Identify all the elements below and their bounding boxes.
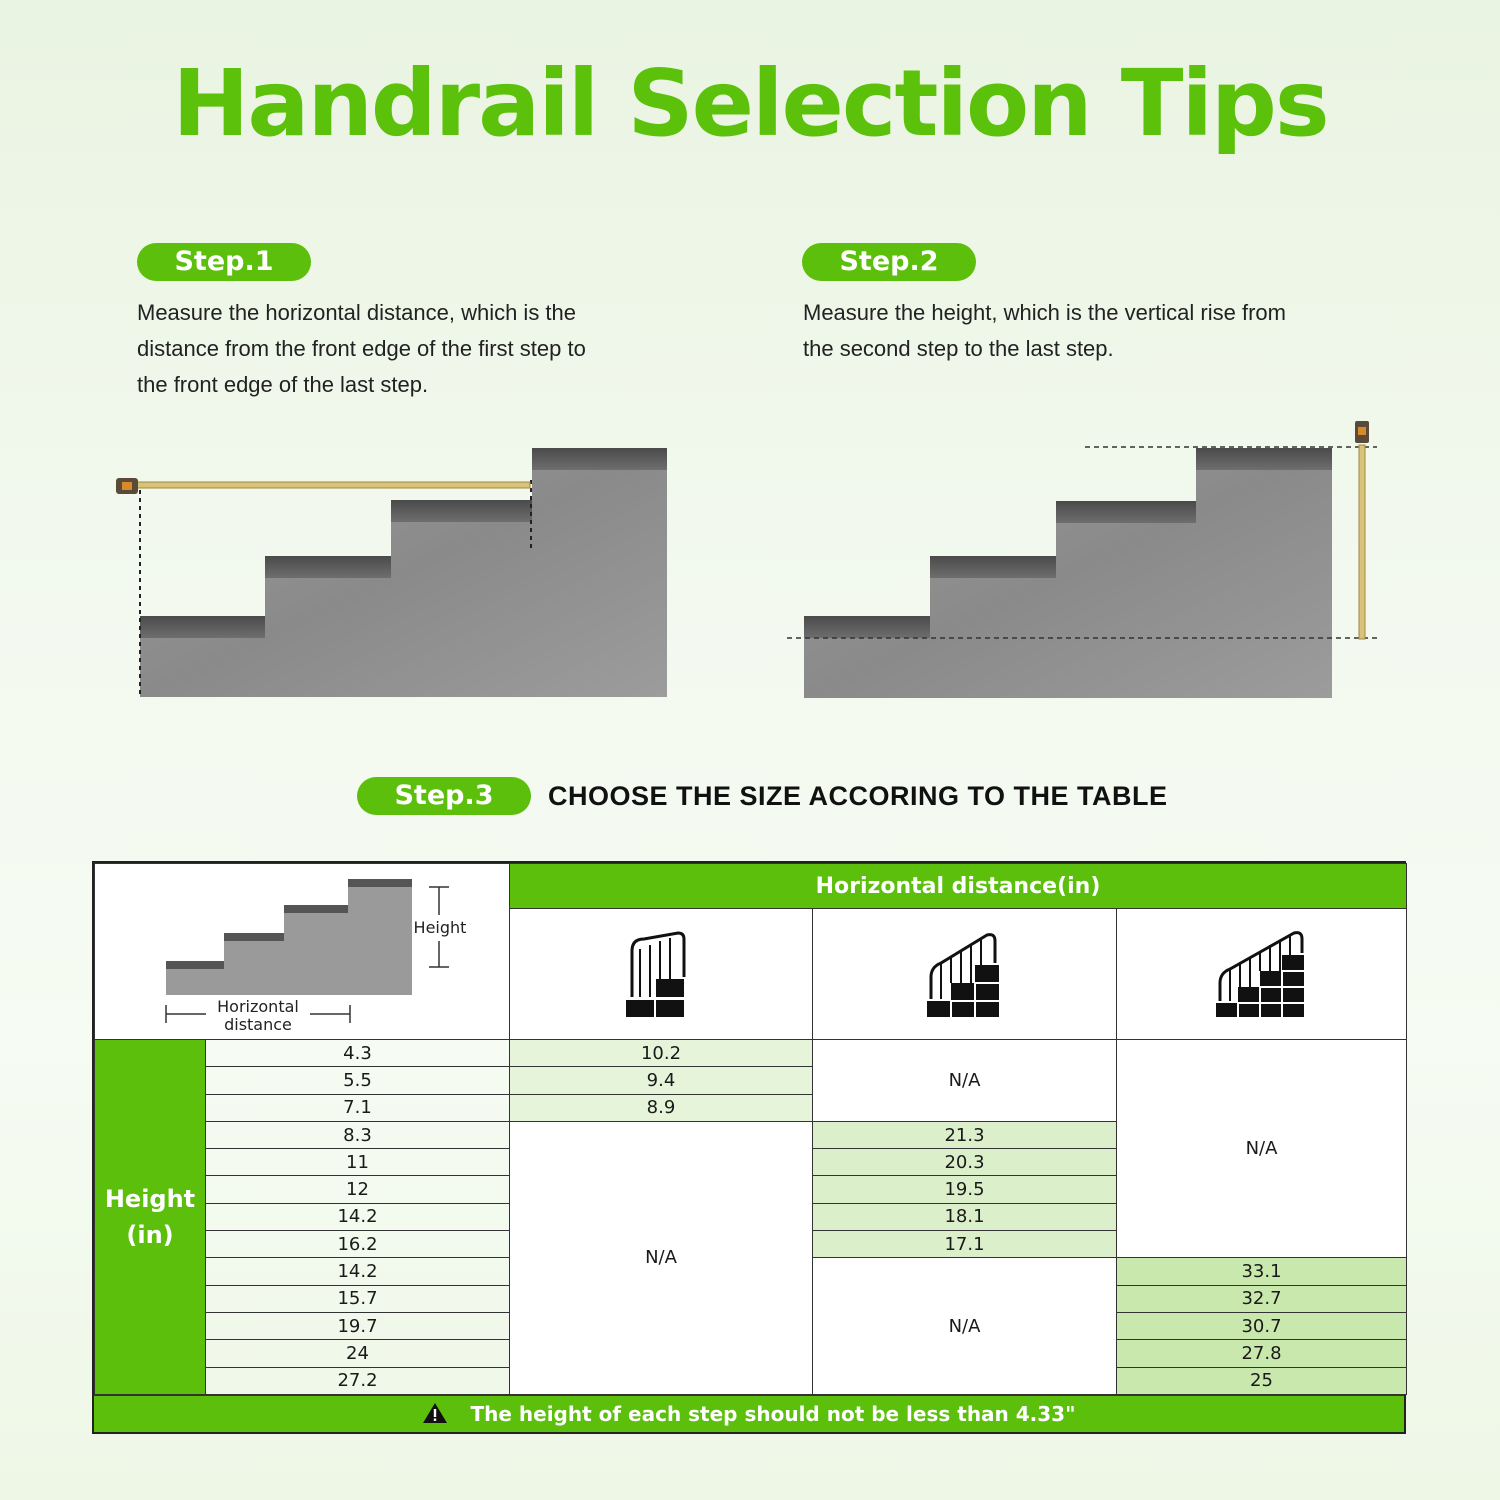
distance-value: 30.7 [1117,1312,1407,1339]
step2-line: the second step to the last step. [803,336,1114,361]
distance-value: 17.1 [813,1231,1117,1258]
step1-line: distance from the front edge of the first step to [137,336,586,361]
na-cell: N/A [813,1040,1117,1122]
col1-icon-cell [510,909,813,1040]
distance-value: 9.4 [510,1067,813,1094]
step2-description [803,295,1286,367]
stairs-dimension-icon [102,867,502,1037]
step1-badge: Step.1 [137,243,311,281]
distance-value: 21.3 [813,1121,1117,1148]
height-label: Height [104,1184,196,1213]
height-value: 8.3 [206,1121,510,1148]
height-value: 11 [206,1149,510,1176]
step1-stairs-illustration [108,440,678,705]
corner-distance-label: distance [224,1014,292,1034]
handrail-4-step-icon [1214,929,1310,1019]
step2-badge: Step.2 [802,243,976,281]
distance-value: 18.1 [813,1203,1117,1230]
distance-value: 25 [1117,1367,1407,1394]
step-height-note-text: The height of each step should not be less than 4.33" [470,1401,1076,1426]
distance-value: 27.8 [1117,1340,1407,1367]
step1-line: the front edge of the last step. [137,372,429,397]
col2-icon-cell [813,909,1117,1040]
corner-horizontal-label: Horizontal [217,996,299,1016]
handrail-2-step-icon [626,929,696,1019]
distance-value: 19.5 [813,1176,1117,1203]
step1-line: Measure the horizontal distance, which is the [137,300,577,325]
page-title: Handrail Selection Tips [172,50,1328,157]
table-corner-diagram [95,864,510,1040]
distance-value: 33.1 [1117,1258,1407,1285]
col3-icon-cell [1117,909,1407,1040]
na-cell: N/A [510,1121,813,1394]
height-value: 15.7 [206,1285,510,1312]
height-value: 4.3 [206,1040,510,1067]
warning-icon [422,1402,448,1424]
height-value: 27.2 [206,1367,510,1394]
height-value: 16.2 [206,1231,510,1258]
height-unit-label: (in) [126,1220,174,1249]
height-value: 5.5 [206,1067,510,1094]
na-cell: N/A [813,1258,1117,1394]
na-cell: N/A [1117,1040,1407,1258]
distance-value: 20.3 [813,1149,1117,1176]
height-value: 24 [206,1340,510,1367]
handrail-3-step-icon [925,929,1005,1019]
step-height-note [94,1395,1404,1432]
step2-line: Measure the height, which is the vertical rise from [803,300,1286,325]
height-value: 14.2 [206,1258,510,1285]
height-value: 19.7 [206,1312,510,1339]
corner-height-label: Height [413,917,467,937]
size-table [92,861,1406,1434]
step2-stairs-illustration [785,415,1385,705]
step1-description [137,295,586,403]
distance-value: 10.2 [510,1040,813,1067]
step3-badge: Step.3 [357,777,531,815]
distance-value: 32.7 [1117,1285,1407,1312]
height-value: 7.1 [206,1094,510,1121]
horizontal-distance-header: Horizontal distance(in) [510,864,1407,909]
height-value: 14.2 [206,1203,510,1230]
height-value: 12 [206,1176,510,1203]
step3-heading: CHOOSE THE SIZE ACCORING TO THE TABLE [548,781,1168,811]
distance-value: 8.9 [510,1094,813,1121]
height-axis-label [95,1040,206,1395]
